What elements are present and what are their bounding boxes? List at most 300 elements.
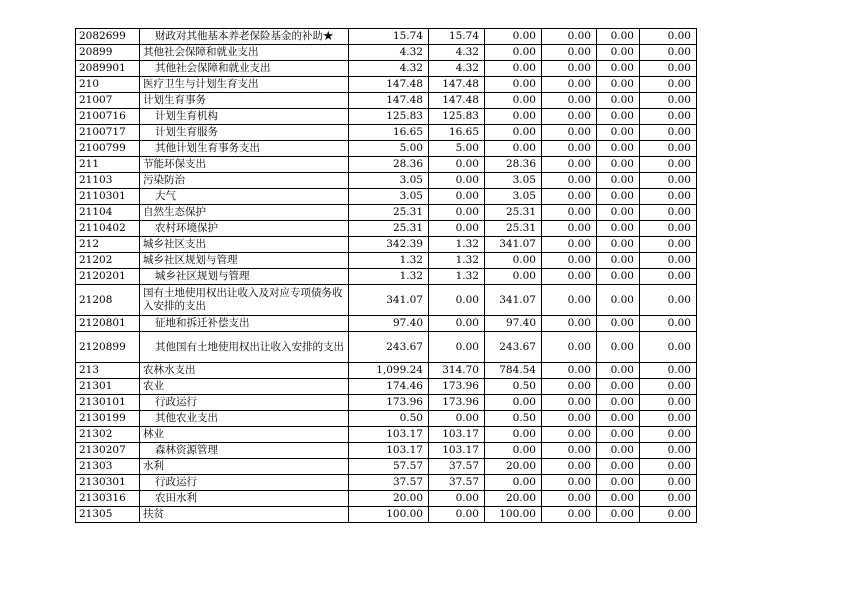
project-expenditure-cell bbox=[485, 189, 542, 205]
table-row bbox=[76, 29, 697, 45]
project-expenditure-text: 25.31 bbox=[505, 222, 536, 234]
amount-cell bbox=[542, 253, 597, 269]
project-expenditure-cell bbox=[485, 427, 542, 443]
total-amount-cell bbox=[349, 141, 429, 157]
project-expenditure-text: 0.00 bbox=[512, 46, 536, 58]
amount-text: 0.00 bbox=[610, 254, 634, 266]
subject-code-text: 211 bbox=[79, 158, 100, 170]
amount-cell bbox=[640, 109, 697, 125]
amount-cell bbox=[542, 443, 597, 459]
table-row bbox=[76, 45, 697, 61]
amount-text: 0.00 bbox=[567, 380, 591, 392]
total-amount-text: 174.46 bbox=[386, 380, 423, 392]
subject-name-cell bbox=[140, 109, 349, 125]
amount-text: 0.00 bbox=[667, 142, 691, 154]
total-amount-cell bbox=[349, 269, 429, 285]
amount-text: 0.00 bbox=[567, 190, 591, 202]
basic-expenditure-text: 0.00 bbox=[455, 222, 479, 234]
amount-cell bbox=[542, 141, 597, 157]
amount-text: 0.00 bbox=[610, 62, 634, 74]
amount-text: 0.00 bbox=[567, 254, 591, 266]
basic-expenditure-cell bbox=[429, 29, 485, 45]
amount-text: 0.00 bbox=[667, 174, 691, 186]
amount-cell bbox=[542, 157, 597, 173]
project-expenditure-cell bbox=[485, 141, 542, 157]
total-amount-text: 28.36 bbox=[392, 158, 423, 170]
subject-name-text: 农业 bbox=[143, 380, 164, 392]
total-amount-text: 243.67 bbox=[386, 340, 423, 353]
project-expenditure-text: 0.50 bbox=[512, 380, 536, 392]
subject-name-text: 自然生态保护 bbox=[143, 206, 206, 218]
table-row bbox=[76, 205, 697, 221]
project-expenditure-text: 0.00 bbox=[512, 396, 536, 408]
subject-name-cell bbox=[140, 459, 349, 475]
basic-expenditure-text: 0.00 bbox=[455, 206, 479, 218]
amount-text: 0.00 bbox=[567, 317, 591, 329]
amount-cell bbox=[640, 61, 697, 77]
amount-cell bbox=[597, 269, 640, 285]
amount-cell bbox=[542, 237, 597, 253]
total-amount-cell bbox=[349, 316, 429, 332]
subject-code-text: 21302 bbox=[79, 428, 113, 440]
subject-code-text: 2100799 bbox=[79, 142, 126, 154]
project-expenditure-text: 784.54 bbox=[499, 364, 536, 376]
project-expenditure-text: 0.00 bbox=[512, 62, 536, 74]
basic-expenditure-text: 0.00 bbox=[455, 508, 479, 520]
table-row bbox=[76, 411, 697, 427]
basic-expenditure-cell bbox=[429, 316, 485, 332]
amount-cell bbox=[597, 173, 640, 189]
amount-text: 0.00 bbox=[667, 206, 691, 218]
amount-text: 0.00 bbox=[610, 364, 634, 376]
total-amount-text: 4.32 bbox=[399, 62, 423, 74]
table-row bbox=[76, 93, 697, 109]
amount-cell bbox=[597, 459, 640, 475]
total-amount-cell bbox=[349, 491, 429, 507]
subject-code-text: 212 bbox=[79, 238, 100, 250]
subject-code-cell bbox=[76, 475, 140, 491]
subject-name-text: 其他社会保障和就业支出 bbox=[155, 62, 271, 74]
amount-text: 0.00 bbox=[667, 62, 691, 74]
basic-expenditure-text: 125.83 bbox=[442, 110, 479, 122]
basic-expenditure-text: 37.57 bbox=[448, 476, 479, 488]
subject-name-cell bbox=[140, 45, 349, 61]
amount-text: 0.00 bbox=[567, 142, 591, 154]
subject-code-cell bbox=[76, 379, 140, 395]
amount-text: 0.00 bbox=[667, 254, 691, 266]
subject-name-text: 农村环境保护 bbox=[155, 222, 218, 234]
project-expenditure-text: 3.05 bbox=[512, 174, 536, 186]
subject-code-cell bbox=[76, 253, 140, 269]
basic-expenditure-text: 0.00 bbox=[455, 293, 479, 306]
amount-cell bbox=[640, 491, 697, 507]
amount-text: 0.00 bbox=[610, 396, 634, 408]
amount-cell bbox=[597, 157, 640, 173]
subject-code-text: 21301 bbox=[79, 380, 113, 392]
amount-cell bbox=[542, 205, 597, 221]
project-expenditure-text: 0.00 bbox=[512, 30, 536, 42]
table-row bbox=[76, 332, 697, 363]
subject-name-cell bbox=[140, 491, 349, 507]
total-amount-text: 25.31 bbox=[392, 222, 423, 234]
total-amount-cell bbox=[349, 459, 429, 475]
total-amount-cell bbox=[349, 411, 429, 427]
subject-name-text: 财政对其他基本养老保险基金的补助★ bbox=[155, 30, 334, 42]
amount-text: 0.00 bbox=[667, 317, 691, 329]
project-expenditure-text: 20.00 bbox=[505, 492, 536, 504]
amount-cell bbox=[640, 157, 697, 173]
total-amount-cell bbox=[349, 189, 429, 205]
total-amount-text: 16.65 bbox=[392, 126, 423, 138]
amount-cell bbox=[597, 427, 640, 443]
basic-expenditure-text: 173.96 bbox=[442, 396, 479, 408]
amount-cell bbox=[597, 316, 640, 332]
subject-code-cell bbox=[76, 189, 140, 205]
amount-text: 0.00 bbox=[667, 126, 691, 138]
amount-cell bbox=[597, 221, 640, 237]
project-expenditure-cell bbox=[485, 45, 542, 61]
amount-text: 0.00 bbox=[567, 78, 591, 90]
project-expenditure-cell bbox=[485, 285, 542, 316]
total-amount-text: 0.50 bbox=[399, 412, 423, 424]
project-expenditure-text: 0.00 bbox=[512, 428, 536, 440]
amount-cell bbox=[542, 427, 597, 443]
subject-code-text: 2089901 bbox=[79, 62, 126, 74]
total-amount-cell bbox=[349, 285, 429, 316]
total-amount-text: 100.00 bbox=[386, 508, 423, 520]
subject-name-cell bbox=[140, 221, 349, 237]
total-amount-text: 103.17 bbox=[386, 444, 423, 456]
table-body bbox=[76, 29, 697, 523]
amount-text: 0.00 bbox=[610, 476, 634, 488]
amount-text: 0.00 bbox=[667, 476, 691, 488]
project-expenditure-cell bbox=[485, 507, 542, 523]
amount-text: 0.00 bbox=[610, 174, 634, 186]
subject-code-text: 2120201 bbox=[79, 270, 126, 282]
project-expenditure-cell bbox=[485, 363, 542, 379]
total-amount-text: 5.00 bbox=[399, 142, 423, 154]
basic-expenditure-text: 0.00 bbox=[455, 340, 479, 353]
subject-code-cell bbox=[76, 205, 140, 221]
amount-cell bbox=[542, 45, 597, 61]
table-row bbox=[76, 379, 697, 395]
subject-code-cell bbox=[76, 443, 140, 459]
amount-text: 0.00 bbox=[567, 508, 591, 520]
project-expenditure-cell bbox=[485, 221, 542, 237]
total-amount-cell bbox=[349, 93, 429, 109]
project-expenditure-cell bbox=[485, 332, 542, 363]
project-expenditure-cell bbox=[485, 93, 542, 109]
amount-cell bbox=[542, 475, 597, 491]
subject-name-text: 农田水利 bbox=[155, 492, 197, 504]
amount-cell bbox=[597, 141, 640, 157]
project-expenditure-text: 0.50 bbox=[512, 412, 536, 424]
table-row bbox=[76, 77, 697, 93]
basic-expenditure-cell bbox=[429, 491, 485, 507]
amount-text: 0.00 bbox=[667, 222, 691, 234]
basic-expenditure-cell bbox=[429, 205, 485, 221]
basic-expenditure-cell bbox=[429, 141, 485, 157]
subject-code-text: 21103 bbox=[79, 174, 113, 186]
subject-code-text: 21202 bbox=[79, 254, 113, 266]
amount-cell bbox=[597, 253, 640, 269]
basic-expenditure-cell bbox=[429, 189, 485, 205]
amount-text: 0.00 bbox=[567, 460, 591, 472]
amount-cell bbox=[542, 189, 597, 205]
total-amount-cell bbox=[349, 205, 429, 221]
amount-text: 0.00 bbox=[610, 380, 634, 392]
subject-name-cell bbox=[140, 363, 349, 379]
total-amount-text: 37.57 bbox=[392, 476, 423, 488]
amount-cell bbox=[640, 125, 697, 141]
amount-text: 0.00 bbox=[567, 444, 591, 456]
table-row bbox=[76, 491, 697, 507]
total-amount-text: 3.05 bbox=[399, 174, 423, 186]
total-amount-cell bbox=[349, 77, 429, 93]
total-amount-text: 97.40 bbox=[392, 317, 423, 329]
amount-text: 0.00 bbox=[567, 340, 591, 353]
amount-text: 0.00 bbox=[610, 412, 634, 424]
subject-name-cell bbox=[140, 395, 349, 411]
amount-text: 0.00 bbox=[667, 46, 691, 58]
project-expenditure-cell bbox=[485, 253, 542, 269]
project-expenditure-text: 0.00 bbox=[512, 476, 536, 488]
total-amount-text: 57.57 bbox=[392, 460, 423, 472]
total-amount-cell bbox=[349, 427, 429, 443]
subject-code-cell bbox=[76, 237, 140, 253]
basic-expenditure-text: 4.32 bbox=[455, 62, 479, 74]
subject-code-cell bbox=[76, 141, 140, 157]
amount-cell bbox=[542, 109, 597, 125]
project-expenditure-cell bbox=[485, 379, 542, 395]
subject-code-cell bbox=[76, 459, 140, 475]
basic-expenditure-text: 173.96 bbox=[442, 380, 479, 392]
subject-name-cell bbox=[140, 77, 349, 93]
amount-text: 0.00 bbox=[567, 126, 591, 138]
amount-cell bbox=[542, 269, 597, 285]
table-row bbox=[76, 141, 697, 157]
amount-text: 0.00 bbox=[667, 110, 691, 122]
subject-name-text: 计划生育机构 bbox=[155, 110, 218, 122]
subject-name-cell bbox=[140, 475, 349, 491]
subject-code-cell bbox=[76, 316, 140, 332]
project-expenditure-cell bbox=[485, 459, 542, 475]
amount-cell bbox=[542, 395, 597, 411]
amount-cell bbox=[597, 61, 640, 77]
subject-code-cell bbox=[76, 93, 140, 109]
subject-code-text: 213 bbox=[79, 364, 100, 376]
project-expenditure-cell bbox=[485, 269, 542, 285]
table-row bbox=[76, 269, 697, 285]
amount-text: 0.00 bbox=[567, 476, 591, 488]
amount-cell bbox=[640, 507, 697, 523]
project-expenditure-cell bbox=[485, 475, 542, 491]
amount-cell bbox=[542, 332, 597, 363]
amount-text: 0.00 bbox=[667, 508, 691, 520]
subject-code-cell bbox=[76, 427, 140, 443]
amount-text: 0.00 bbox=[667, 460, 691, 472]
amount-cell bbox=[542, 285, 597, 316]
subject-name-cell bbox=[140, 141, 349, 157]
subject-code-cell bbox=[76, 45, 140, 61]
amount-text: 0.00 bbox=[667, 428, 691, 440]
subject-name-cell bbox=[140, 61, 349, 77]
basic-expenditure-cell bbox=[429, 125, 485, 141]
amount-cell bbox=[640, 411, 697, 427]
subject-code-text: 21208 bbox=[79, 293, 113, 306]
amount-text: 0.00 bbox=[667, 396, 691, 408]
subject-name-text: 林业 bbox=[143, 428, 164, 440]
subject-code-text: 2130199 bbox=[79, 412, 126, 424]
amount-cell bbox=[542, 316, 597, 332]
basic-expenditure-cell bbox=[429, 77, 485, 93]
subject-code-cell bbox=[76, 77, 140, 93]
basic-expenditure-cell bbox=[429, 61, 485, 77]
total-amount-cell bbox=[349, 363, 429, 379]
amount-cell bbox=[542, 173, 597, 189]
total-amount-text: 1,099.24 bbox=[376, 364, 423, 376]
subject-name-cell bbox=[140, 237, 349, 253]
amount-cell bbox=[542, 459, 597, 475]
subject-code-text: 2130316 bbox=[79, 492, 126, 504]
subject-code-cell bbox=[76, 157, 140, 173]
basic-expenditure-cell bbox=[429, 395, 485, 411]
basic-expenditure-cell bbox=[429, 379, 485, 395]
project-expenditure-text: 0.00 bbox=[512, 254, 536, 266]
basic-expenditure-cell bbox=[429, 363, 485, 379]
subject-code-cell bbox=[76, 332, 140, 363]
total-amount-cell bbox=[349, 157, 429, 173]
amount-text: 0.00 bbox=[610, 293, 634, 306]
table-row bbox=[76, 507, 697, 523]
subject-code-text: 21305 bbox=[79, 508, 113, 520]
amount-text: 0.00 bbox=[610, 444, 634, 456]
basic-expenditure-cell bbox=[429, 253, 485, 269]
total-amount-cell bbox=[349, 507, 429, 523]
amount-text: 0.00 bbox=[610, 238, 634, 250]
subject-name-text: 扶贫 bbox=[143, 508, 164, 520]
subject-code-text: 2100716 bbox=[79, 110, 126, 122]
amount-text: 0.00 bbox=[567, 270, 591, 282]
total-amount-text: 4.32 bbox=[399, 46, 423, 58]
table-row bbox=[76, 395, 697, 411]
basic-expenditure-text: 0.00 bbox=[455, 190, 479, 202]
amount-text: 0.00 bbox=[610, 142, 634, 154]
subject-name-text: 其他计划生育事务支出 bbox=[155, 142, 260, 154]
subject-code-cell bbox=[76, 109, 140, 125]
total-amount-text: 1.32 bbox=[399, 270, 423, 282]
amount-cell bbox=[640, 395, 697, 411]
amount-cell bbox=[640, 475, 697, 491]
subject-name-text: 污染防治 bbox=[143, 174, 185, 186]
basic-expenditure-cell bbox=[429, 157, 485, 173]
project-expenditure-text: 25.31 bbox=[505, 206, 536, 218]
basic-expenditure-text: 1.32 bbox=[455, 254, 479, 266]
total-amount-cell bbox=[349, 379, 429, 395]
subject-name-text: 森林资源管理 bbox=[155, 444, 218, 456]
subject-code-text: 2100717 bbox=[79, 126, 126, 138]
basic-expenditure-text: 0.00 bbox=[455, 317, 479, 329]
project-expenditure-cell bbox=[485, 29, 542, 45]
amount-cell bbox=[597, 285, 640, 316]
amount-text: 0.00 bbox=[667, 190, 691, 202]
total-amount-cell bbox=[349, 173, 429, 189]
amount-text: 0.00 bbox=[567, 293, 591, 306]
subject-name-cell bbox=[140, 285, 349, 316]
subject-name-cell bbox=[140, 427, 349, 443]
amount-cell bbox=[542, 61, 597, 77]
amount-cell bbox=[640, 379, 697, 395]
subject-name-text: 征地和拆迁补偿支出 bbox=[155, 317, 250, 329]
project-expenditure-cell bbox=[485, 205, 542, 221]
subject-code-cell bbox=[76, 61, 140, 77]
basic-expenditure-cell bbox=[429, 411, 485, 427]
amount-text: 0.00 bbox=[567, 62, 591, 74]
project-expenditure-cell bbox=[485, 157, 542, 173]
amount-text: 0.00 bbox=[567, 94, 591, 106]
basic-expenditure-cell bbox=[429, 285, 485, 316]
amount-text: 0.00 bbox=[610, 428, 634, 440]
project-expenditure-text: 100.00 bbox=[499, 508, 536, 520]
total-amount-text: 147.48 bbox=[386, 94, 423, 106]
amount-cell bbox=[597, 125, 640, 141]
amount-text: 0.00 bbox=[667, 270, 691, 282]
subject-name-text: 水利 bbox=[143, 460, 164, 472]
amount-cell bbox=[640, 45, 697, 61]
basic-expenditure-text: 103.17 bbox=[442, 428, 479, 440]
amount-cell bbox=[542, 411, 597, 427]
project-expenditure-cell bbox=[485, 109, 542, 125]
amount-cell bbox=[542, 379, 597, 395]
project-expenditure-text: 243.67 bbox=[499, 340, 536, 353]
basic-expenditure-text: 1.32 bbox=[455, 238, 479, 250]
amount-text: 0.00 bbox=[610, 158, 634, 170]
amount-cell bbox=[597, 507, 640, 523]
amount-text: 0.00 bbox=[610, 270, 634, 282]
subject-name-cell bbox=[140, 173, 349, 189]
amount-text: 0.00 bbox=[567, 158, 591, 170]
subject-name-text: 其他农业支出 bbox=[155, 412, 218, 424]
basic-expenditure-cell bbox=[429, 443, 485, 459]
subject-name-cell bbox=[140, 332, 349, 363]
amount-text: 0.00 bbox=[610, 110, 634, 122]
subject-code-text: 2110301 bbox=[79, 190, 126, 202]
amount-cell bbox=[640, 237, 697, 253]
amount-text: 0.00 bbox=[567, 364, 591, 376]
subject-code-text: 210 bbox=[79, 78, 100, 90]
subject-code-cell bbox=[76, 363, 140, 379]
table-row bbox=[76, 253, 697, 269]
amount-text: 0.00 bbox=[667, 30, 691, 42]
subject-code-text: 21104 bbox=[79, 206, 113, 218]
amount-cell bbox=[542, 29, 597, 45]
subject-code-text: 2130207 bbox=[79, 444, 126, 456]
total-amount-cell bbox=[349, 45, 429, 61]
amount-text: 0.00 bbox=[667, 380, 691, 392]
subject-code-cell bbox=[76, 221, 140, 237]
subject-name-cell bbox=[140, 189, 349, 205]
subject-code-text: 2130101 bbox=[79, 396, 126, 408]
amount-text: 0.00 bbox=[567, 206, 591, 218]
total-amount-text: 341.07 bbox=[386, 293, 423, 306]
subject-code-text: 2082699 bbox=[79, 30, 126, 42]
amount-text: 0.00 bbox=[610, 94, 634, 106]
amount-cell bbox=[640, 316, 697, 332]
table-row bbox=[76, 443, 697, 459]
subject-name-text: 国有土地使用权出让收入及对应专项债务收入安排的支出 bbox=[143, 287, 343, 312]
amount-cell bbox=[597, 109, 640, 125]
amount-cell bbox=[640, 253, 697, 269]
